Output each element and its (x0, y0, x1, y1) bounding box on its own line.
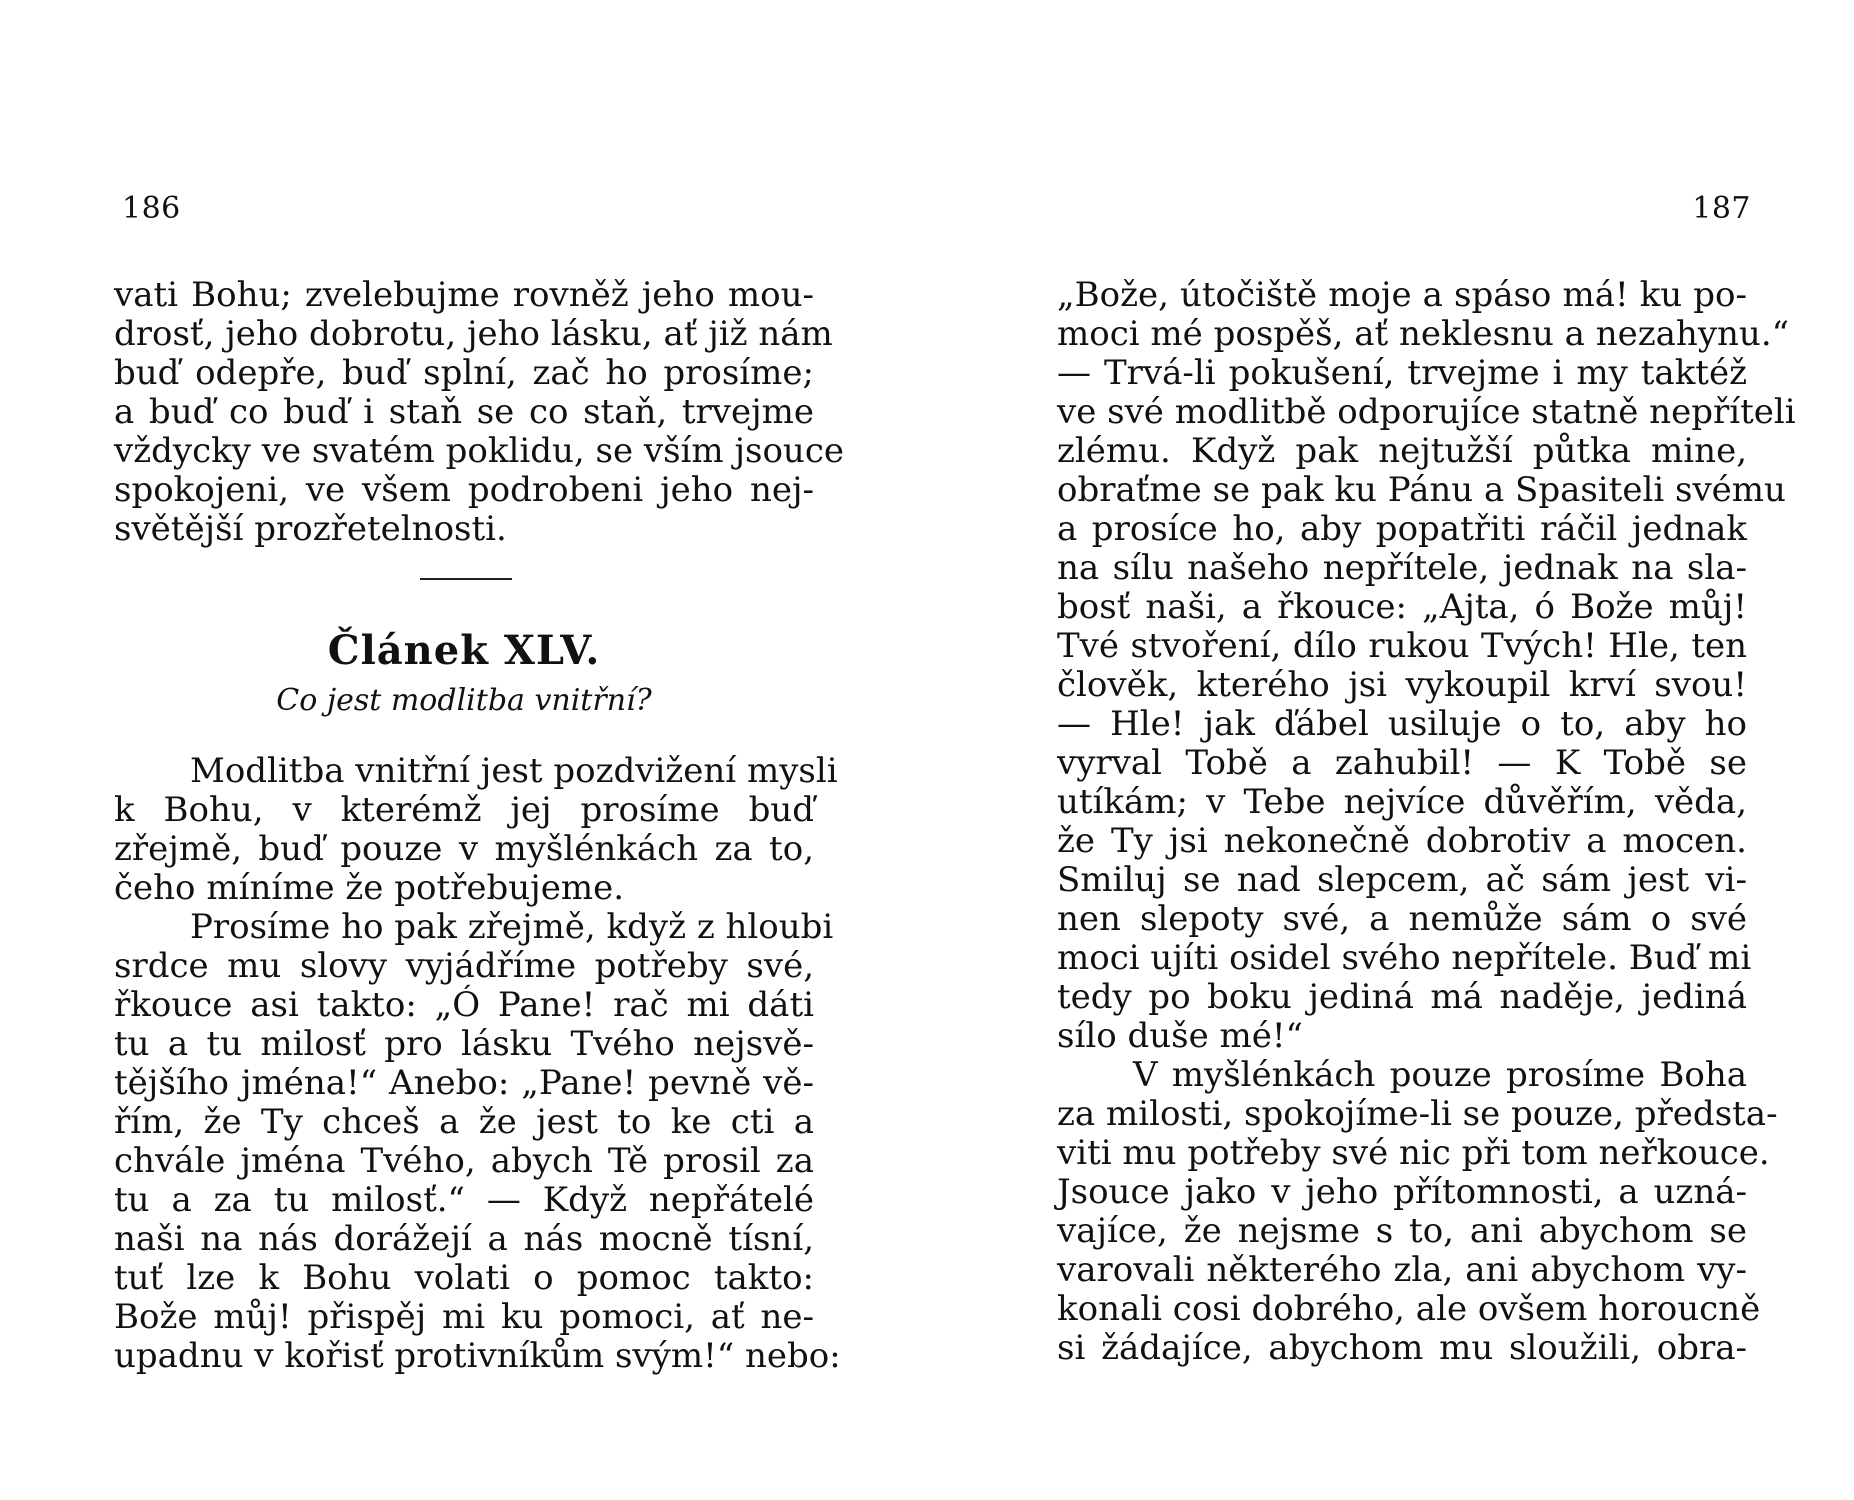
left-top-paragraph (114, 275, 844, 549)
text-line: tedy po boku jediná má naděje, jediná (1057, 977, 1747, 1017)
text-line: tějšího jména!“ Anebo: „Pane! pevně vě- (114, 1063, 814, 1103)
text-line: člověk, kterého jsi vykoupil krví svou! (1057, 665, 1747, 705)
text-line: vajíce, že nejsme s to, ani abychom se (1057, 1211, 1747, 1251)
right-body-paragraphs (1057, 275, 1796, 1368)
text-line: čeho míníme že potřebujeme. (114, 868, 624, 908)
text-line: tu a za tu milosť.“ — Když nepřátelé (114, 1180, 814, 1220)
text-line: naši na nás dorážejí a nás mocně tísní, (114, 1219, 814, 1259)
left-body-paragraphs (114, 751, 841, 1376)
right-page (927, 0, 1854, 1500)
section-divider (420, 578, 512, 580)
text-line: bosť naši, a řkouce: „Ajta, ó Bože můj! (1057, 587, 1747, 627)
text-line: že Ty jsi nekonečně dobrotiv a mocen. (1057, 821, 1747, 861)
text-line: moci ujíti osidel svého nepřítele. Buď mi (1057, 938, 1752, 978)
section-heading: Článek XLV. (327, 627, 601, 674)
text-line: srdce mu slovy vyjádříme potřeby své, (114, 946, 814, 986)
text-line: řím, že Ty chceš a že jest to ke cti a (114, 1102, 814, 1142)
text-line: řkouce asi takto: „Ó Pane! rač mi dáti (114, 985, 814, 1025)
text-line: „Bože, útočiště moje a spáso má! ku po- (1057, 275, 1747, 315)
text-line: vati Bohu; zvelebujme rovněž jeho mou- (114, 275, 814, 315)
page-number-right: 187 (1692, 191, 1751, 226)
text-line: a buď co buď i staň se co staň, trvejme (114, 392, 814, 432)
text-line: — Hle! jak ďábel usiluje o to, aby ho (1057, 704, 1747, 744)
text-line: sílo duše mé!“ (1057, 1016, 1303, 1056)
text-line: zřejmě, buď pouze v myšlénkách za to, (114, 829, 814, 869)
text-line: k Bohu, v kterémž jej prosíme buď (114, 790, 814, 830)
text-line: za milosti, spokojíme-li se pouze, předsta- (1057, 1094, 1778, 1134)
text-line: Modlitba vnitřní jest pozdvižení mysli (190, 751, 838, 791)
text-line: buď odepře, buď splní, zač ho prosíme; (114, 353, 814, 393)
text-line: Tvé stvoření, dílo rukou Tvých! Hle, ten (1057, 626, 1747, 666)
page-number-left: 186 (122, 191, 181, 226)
text-line: si žádajíce, abychom mu sloužili, obra- (1057, 1328, 1747, 1368)
text-line: a prosíce ho, aby popatřiti ráčil jednak (1057, 509, 1747, 549)
text-line: Jsouce jako v jeho přítomnosti, a uzná- (1057, 1172, 1747, 1212)
text-line: moci mé pospěš, ať neklesnu a nezahynu.“ (1057, 314, 1790, 354)
text-line: ve své modlitbě odporujíce statně nepříteli (1057, 392, 1796, 432)
text-line: viti mu potřeby své nic při tom neřkouce. (1057, 1133, 1770, 1173)
section-subheading: Co jest modlitba vnitřní? (276, 683, 652, 718)
text-line: drosť, jeho dobrotu, jeho lásku, ať již nám (114, 314, 833, 354)
text-line: Prosíme ho pak zřejmě, když z hloubi (190, 907, 834, 947)
text-line: konali cosi dobrého, ale ovšem horoucně (1057, 1289, 1761, 1329)
text-line: upadnu v kořisť protivníkům svým!“ nebo: (114, 1336, 841, 1376)
text-line: spokojeni, ve všem podrobeni jeho nej- (114, 470, 814, 510)
text-line: obraťme se pak ku Pánu a Spasiteli svému (1057, 470, 1786, 510)
text-line: světější prozřetelnosti. (114, 509, 507, 549)
text-line: nen slepoty své, a nemůže sám o své (1057, 899, 1747, 939)
text-line: zlému. Když pak nejtužší půtka mine, (1057, 431, 1747, 471)
text-line: Smiluj se nad slepcem, ač sám jest vi- (1057, 860, 1747, 900)
text-line: V myšlénkách pouze prosíme Boha (1133, 1055, 1747, 1095)
text-line: na sílu našeho nepřítele, jednak na sla- (1057, 548, 1747, 588)
text-line: utíkám; v Tebe nejvíce důvěřím, věda, (1057, 782, 1747, 822)
text-line: tuť lze k Bohu volati o pomoc takto: (114, 1258, 814, 1298)
text-line: — Trvá-li pokušení, trvejme i my taktéž (1057, 353, 1747, 393)
text-line: varovali některého zla, ani abychom vy- (1057, 1250, 1747, 1290)
text-line: vždycky ve svatém poklidu, se vším jsouce (114, 431, 844, 471)
text-line: tu a tu milosť pro lásku Tvého nejsvě- (114, 1024, 814, 1064)
text-line: Bože můj! přispěj mi ku pomoci, ať ne- (114, 1297, 814, 1337)
text-line: chvále jména Tvého, abych Tě prosil za (114, 1141, 814, 1181)
text-line: vyrval Tobě a zahubil! — K Tobě se (1057, 743, 1747, 783)
